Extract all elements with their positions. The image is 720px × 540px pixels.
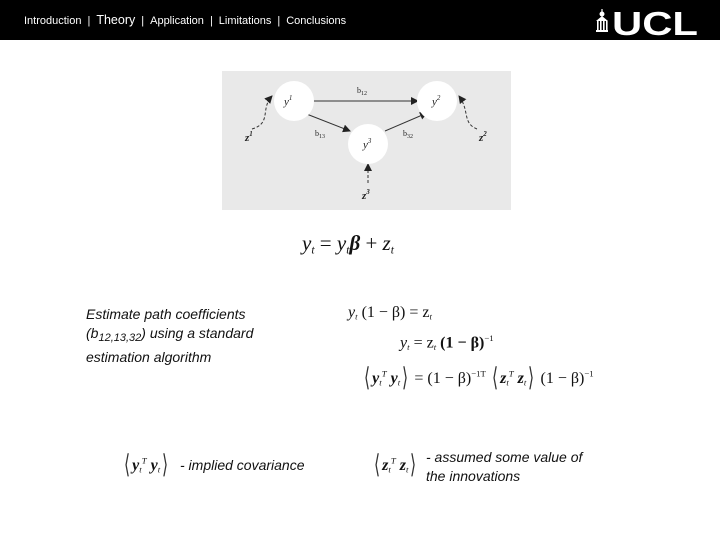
noise-z2-label: $z^2$ <box>479 130 487 144</box>
angle-bracket-close: ⟩ <box>402 363 409 392</box>
main-equation: $y_t = y_t\beta + z_t$ <box>302 231 394 257</box>
nav-separator: | <box>209 15 213 27</box>
node-y3-label: $y^3$ <box>363 137 372 151</box>
nav-item-limitations[interactable]: Limitations <box>218 15 272 27</box>
nav-item-introduction[interactable]: Introduction <box>24 15 82 27</box>
edge-label-b32: $b_{32}$ <box>403 129 413 140</box>
angle-bracket-open: ⟨ <box>364 363 371 392</box>
equation-2: $y_t = z_t$ $(1 - \beta)^{-1}$ <box>400 333 494 353</box>
path-diagram <box>222 71 511 210</box>
logo-text: UCL <box>612 8 698 36</box>
edge-z2 <box>459 96 477 129</box>
top-bar <box>0 0 720 40</box>
edge-z1 <box>252 96 272 129</box>
nav-item-theory[interactable]: Theory <box>96 13 136 27</box>
innovations-label-line-1: - assumed some value of <box>426 449 583 465</box>
innovations-symbol: ⟨ $z_t^T$ $z_t⟩$ <box>374 450 417 479</box>
portico-icon <box>596 9 608 32</box>
noise-z3-label: $z^3$ <box>362 188 370 202</box>
angle-bracket-close: ⟩ <box>528 363 535 392</box>
innovations-label <box>426 448 582 486</box>
explanation-line-1: Estimate path coefficients <box>86 306 246 322</box>
node-y1 <box>274 81 314 121</box>
node-y1-label: $y^1$ <box>284 94 293 108</box>
nav-separator: | <box>141 15 145 27</box>
explanation-line-3: estimation algorithm <box>86 349 212 365</box>
explanation-text <box>86 305 306 367</box>
path-diagram-svg <box>222 71 511 210</box>
ucl-logo <box>594 8 700 36</box>
node-y2-label: $y^2$ <box>432 94 441 108</box>
nav-item-conclusions[interactable]: Conclusions <box>286 15 347 27</box>
nav-item-application[interactable]: Application <box>150 15 204 27</box>
equation-1: $y_t$ $(1 - \beta) = z_t$ <box>348 304 432 322</box>
edge-label-b13: $b_{13}$ <box>315 129 325 140</box>
nav-separator: | <box>277 15 281 27</box>
equation-3: ⟨ $y_t^T$ $y_t⟩ = (1 - \beta)^{-1T}$ ⟨ $z_t^T$ $z_t⟩$ $(1 - \beta)^{-1}$ <box>364 363 594 392</box>
nav-separator: | <box>87 15 91 27</box>
implied-covariance-symbol: ⟨ $y_t^T$ $y_t⟩$ <box>124 450 169 479</box>
nav-menu <box>24 13 346 27</box>
innovations-label-line-2: the innovations <box>426 468 521 484</box>
edge-b13 <box>304 113 350 131</box>
angle-bracket-open: ⟨ <box>491 363 499 392</box>
explanation-line-2: $(b_{12,13,32})$ using a standard <box>86 325 254 344</box>
implied-covariance-label: - implied covariance <box>180 457 305 473</box>
edge-label-b12: $b_{12}$ <box>357 86 367 97</box>
noise-z1-label: $z^1$ <box>245 130 253 144</box>
